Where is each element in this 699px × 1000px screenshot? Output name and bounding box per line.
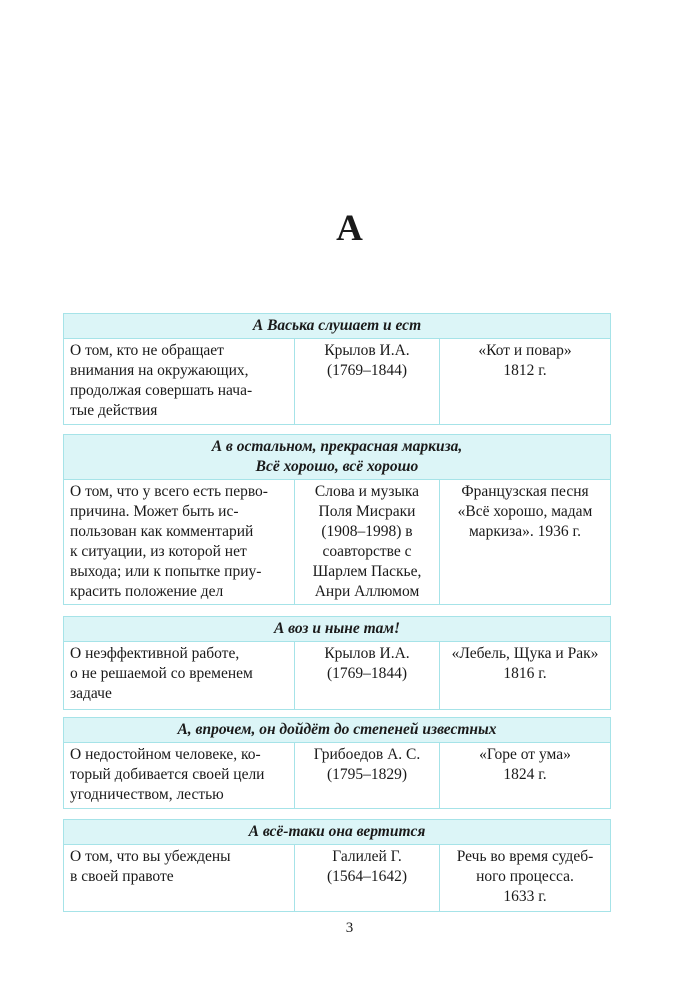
phrase-title: А Васька слушает и ест bbox=[64, 314, 610, 339]
phrase-title: А воз и ныне там! bbox=[64, 617, 610, 642]
phrase-meaning: О том, кто не обращает внимания на окружающих, продолжая совершать нача- тые действия bbox=[64, 339, 295, 424]
phrase-details-row bbox=[64, 480, 610, 604]
phrase-author: Крылов И.А. (1769–1844) bbox=[295, 339, 440, 424]
phrase-title: А в остальном, прекрасная маркиза, Всё хорошо, всё хорошо bbox=[64, 435, 610, 480]
phrase-details-row bbox=[64, 743, 610, 808]
phrase-author: Крылов И.А. (1769–1844) bbox=[295, 642, 440, 709]
phrase-details-row bbox=[64, 642, 610, 709]
phrase-entry bbox=[63, 819, 611, 912]
phrase-details-row bbox=[64, 845, 610, 911]
phrase-entry bbox=[63, 313, 611, 425]
section-letter: А bbox=[336, 208, 363, 249]
phrase-entry bbox=[63, 434, 611, 605]
phrase-author: Слова и музыка Поля Мисраки (1908–1998) в соавторстве с Шарлем Паскье, Анри Аллюмом bbox=[295, 480, 440, 604]
phrase-source: Речь во время судеб- ного процесса. 1633 г. bbox=[456, 848, 594, 905]
phrase-meaning: О неэффективной работе, о не решаемой со временем задаче bbox=[64, 642, 295, 709]
phrase-meaning: О том, что вы убеждены в своей правоте bbox=[64, 845, 295, 911]
phrase-source: «Горе от ума» 1824 г. bbox=[479, 746, 571, 783]
phrase-title: А всё-таки она вертится bbox=[64, 820, 610, 845]
phrase-details-row bbox=[64, 339, 610, 424]
phrase-source: Французская песня «Всё хорошо, мадам маркиза». 1936 г. bbox=[457, 483, 593, 540]
phrase-meaning: О том, что у всего есть перво- причина. Может быть ис- пользован как комментарий к ситуации, из которой нет выхода; или к попытке приу- красить положение дел bbox=[64, 480, 295, 604]
phrase-source: «Кот и повар» 1812 г. bbox=[478, 342, 572, 379]
phrase-source: «Лебель, Щука и Рак» 1816 г. bbox=[451, 645, 599, 682]
phrase-title: А, впрочем, он дойдёт до степеней известных bbox=[64, 718, 610, 743]
phrase-meaning: О недостойном человеке, ко- торый добивается своей цели угодничеством, лестью bbox=[64, 743, 295, 808]
phrase-entry bbox=[63, 616, 611, 710]
phrase-author: Грибоедов А. С. (1795–1829) bbox=[295, 743, 440, 808]
phrase-author: Галилей Г. (1564–1642) bbox=[295, 845, 440, 911]
phrase-entry bbox=[63, 717, 611, 809]
page-number: 3 bbox=[345, 920, 354, 936]
